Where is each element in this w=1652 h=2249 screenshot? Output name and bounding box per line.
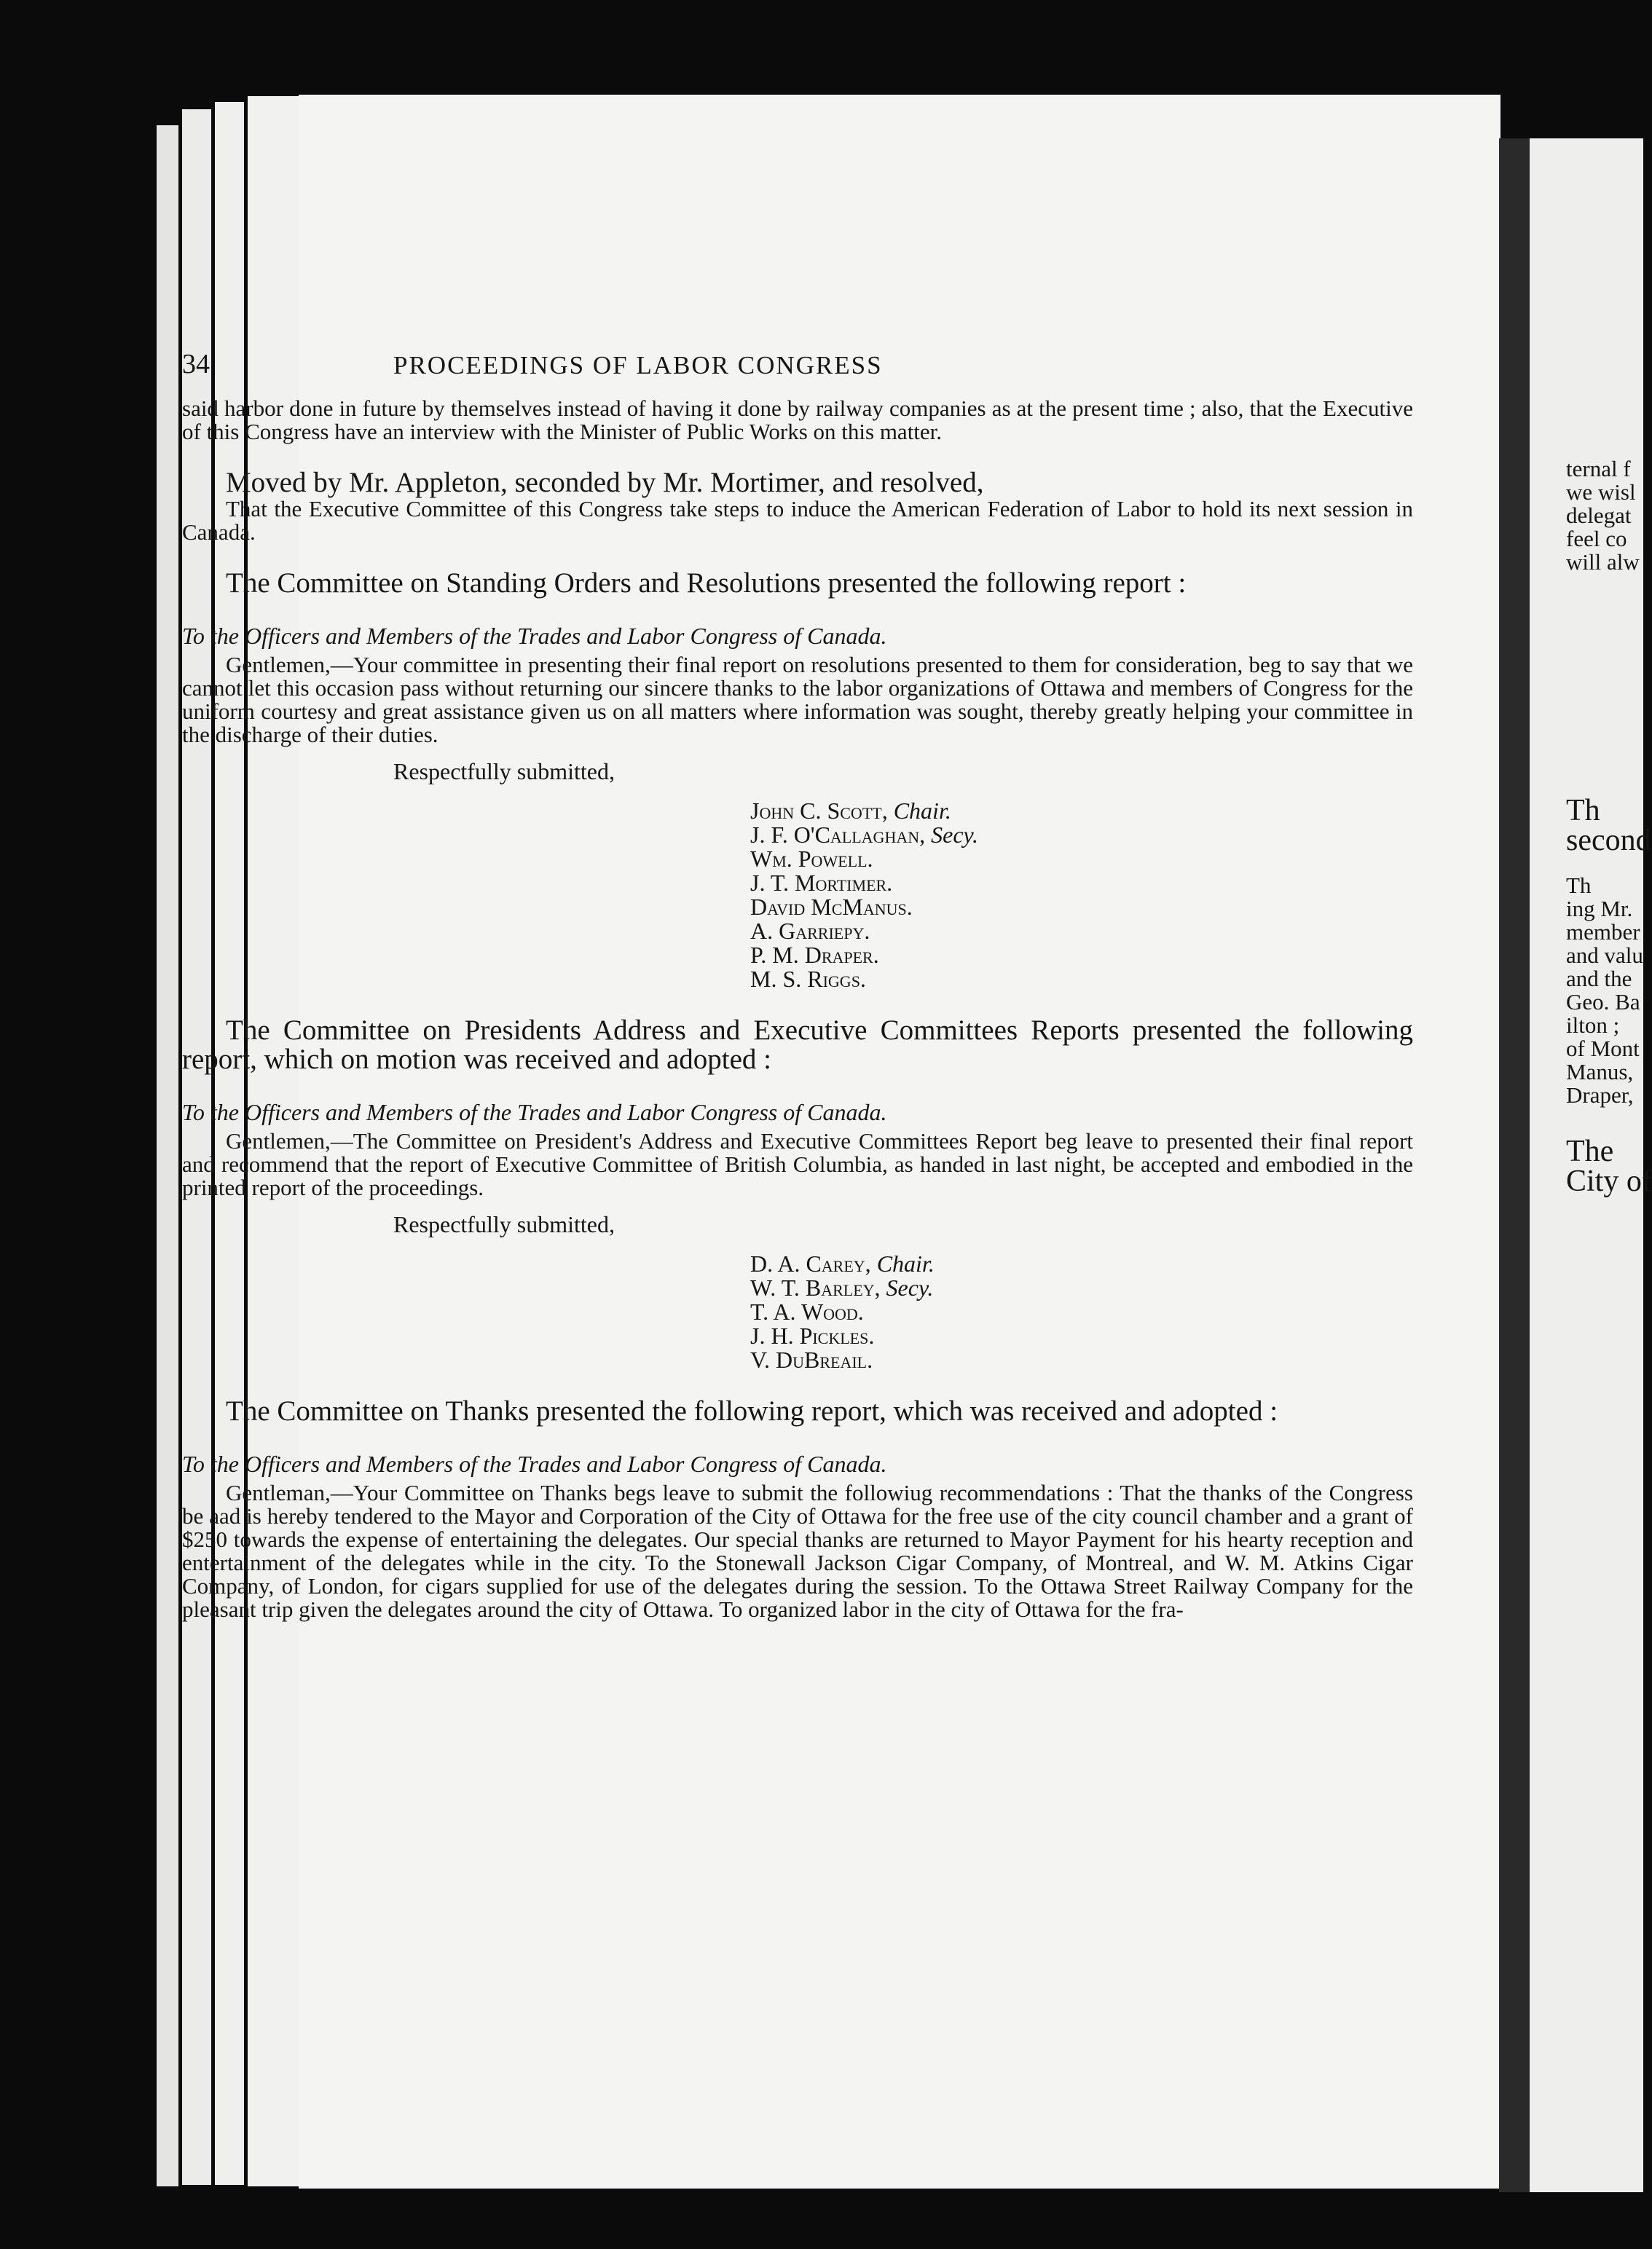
facing-line: Th xyxy=(1566,873,1592,898)
signatory: D. A. Carey, Chair. xyxy=(750,1250,935,1277)
page-edge xyxy=(157,125,178,2186)
motion-heading: Moved by Mr. Appleton, seconded by Mr. Mortimer, and resolved, xyxy=(226,467,984,498)
signatory: T. A. Wood. xyxy=(750,1299,864,1325)
facing-line: member xyxy=(1566,919,1640,945)
presidents-address-body: Gentlemen,—The Committee on President's Address and Executive Committees Report beg leave to presented their final report and recommend that the report of Executive Committee of British Columbia, as handed in last night, be accepted and embodied in the printed report of the proceedings. xyxy=(182,1128,1413,1200)
facing-line: of Mont xyxy=(1566,1036,1640,1061)
facing-line: Th xyxy=(1566,794,1600,827)
signatory: J. F. O'Callaghan, Secy. xyxy=(750,822,978,848)
facing-line: we wisl xyxy=(1566,479,1636,505)
signatory: P. M. Draper. xyxy=(750,942,879,968)
facing-line: will alw xyxy=(1566,549,1640,575)
facing-line: The xyxy=(1566,1135,1614,1168)
thanks-body: Gentleman,—Your Committee on Thanks begs leave to submit the followiug recommendations : That the thanks of the Congress be aad is hereby tendered to the Mayor and Corporation of the City of Ottawa for the free use of the city council chamber and a grant of $250 towards the expense of entertaining the delegates. Our special thanks are returned to Mayor Payment for his hearty reception and entertainment of the delegates while in the city. To the Stonewall Jackson Cigar Company, of Montreal, and W. M. Atkins Cigar Company, of London, for cigars supplied for use of the delegates during the session. To the Ottawa Street Railway Company for the pleasant trip given the delegates around the city of Ottawa. To organized labor in the city of Ottawa for the fra- xyxy=(182,1480,1413,1622)
facing-line: Geo. Ba xyxy=(1566,989,1640,1015)
facing-line: second xyxy=(1566,824,1651,857)
page-header xyxy=(182,348,1413,392)
running-head: PROCEEDINGS OF LABOR CONGRESS xyxy=(393,351,883,379)
thanks-address: To the Officers and Members of the Trades and Labor Congress of Canada. xyxy=(182,1451,887,1477)
presidents-address-intro: The Committee on Presidents Address and Executive Committees Reports presented the following report, which on motion was received and adopted : xyxy=(182,1015,1413,1075)
signatory: A. Garriepy. xyxy=(750,918,870,944)
signatory: V. DuBreail. xyxy=(750,1347,873,1373)
signatory: J. T. Mortimer. xyxy=(750,870,893,896)
facing-line: City of xyxy=(1566,1165,1652,1198)
signatory: W. T. Barley, Secy. xyxy=(750,1275,934,1301)
signatory: David McManus. xyxy=(750,894,913,920)
facing-line: feel co xyxy=(1566,526,1627,551)
presidents-address-closing: Respectfully submitted, xyxy=(393,1211,615,1237)
signatory: Wm. Powell. xyxy=(750,846,873,872)
standing-orders-signatories xyxy=(750,799,1413,991)
opening-paragraph: said harbor done in future by themselves instead of having it done by railway companies as at the present time ; also, that the Executive of this Congress have an interview with the Minister of Public Works on this matter. xyxy=(182,395,1413,444)
facing-line: ternal f xyxy=(1566,456,1631,481)
page-number: 34 xyxy=(182,349,210,379)
standing-orders-closing: Respectfully submitted, xyxy=(393,758,615,784)
facing-line: and valu xyxy=(1566,942,1643,968)
facing-line: and the xyxy=(1566,966,1632,991)
facing-line: ing Mr. xyxy=(1566,896,1633,921)
facing-line: delegat xyxy=(1566,503,1632,528)
presidents-address-signatories xyxy=(750,1252,1413,1372)
facing-line: ilton ; xyxy=(1566,1012,1620,1038)
facing-line: Draper, xyxy=(1566,1082,1634,1108)
signatory: M. S. Riggs. xyxy=(750,966,866,992)
page-body xyxy=(182,397,1413,1621)
signatory: J. H. Pickles. xyxy=(750,1323,875,1349)
facing-page xyxy=(1530,138,1652,2192)
facing-line: Manus, xyxy=(1566,1059,1634,1084)
standing-orders-address: To the Officers and Members of the Trades and Labor Congress of Canada. xyxy=(182,623,887,649)
thanks-intro: The Committee on Thanks presented the following report, which was received and adopted : xyxy=(226,1395,1278,1427)
motion-text: That the Executive Committee of this Congress take steps to induce the American Federation of Labor to hold its next session in Canada. xyxy=(182,496,1413,545)
standing-orders-intro: The Committee on Standing Orders and Resolutions presented the following report : xyxy=(226,567,1187,599)
book-gutter xyxy=(1499,138,1530,2192)
standing-orders-body: Gentlemen,—Your committee in presenting their final report on resolutions presented to them for consideration, beg to say that we cannot let this occasion pass without returning our sincere thanks to the labor organizations of Ottawa and members of Congress for the uniform courtesy and great assistance given us on all matters where information was sought, thereby greatly helping your committee in the discharge of their duties. xyxy=(182,652,1413,747)
signatory: John C. Scott, Chair. xyxy=(750,797,951,824)
presidents-address-address: To the Officers and Members of the Trades and Labor Congress of Canada. xyxy=(182,1099,887,1125)
